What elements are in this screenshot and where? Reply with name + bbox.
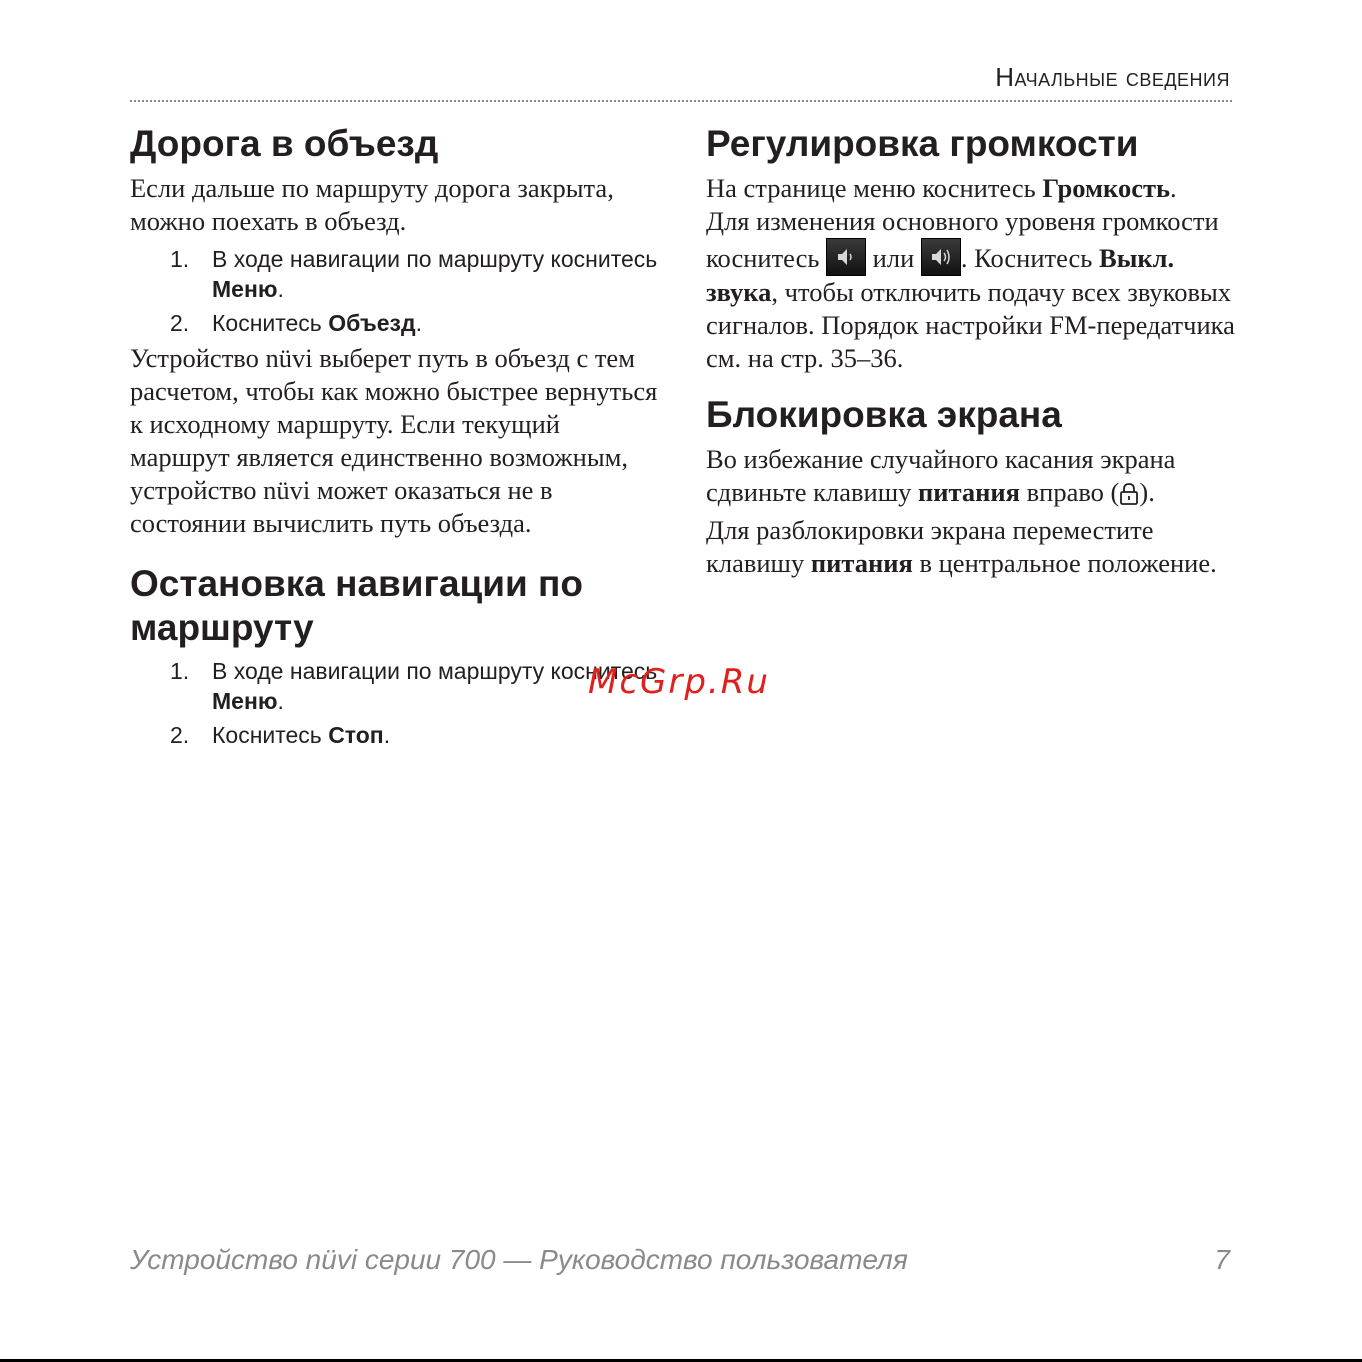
volume-text: или — [866, 243, 921, 273]
lock-text: в центральное положение. — [912, 548, 1217, 578]
volume-text: На странице меню коснитесь — [706, 173, 1043, 203]
step-number: 1. — [170, 658, 190, 684]
lock-text: Для разблокировки экрана переместите клавишу — [706, 515, 1154, 578]
list-item — [130, 656, 660, 716]
volume-line2 — [706, 205, 1236, 375]
step-bold: Меню — [212, 276, 278, 302]
step-bold: Объезд — [328, 310, 416, 336]
lock-line1 — [706, 443, 1236, 514]
step-bold: Меню — [212, 688, 278, 714]
step-number: 2. — [170, 722, 190, 748]
lock-icon — [1119, 481, 1139, 514]
lock-heading: Блокировка экрана — [706, 394, 1062, 435]
left-column — [130, 122, 660, 754]
step-number: 1. — [170, 246, 190, 272]
stop-heading: Остановка навигации по маршруту — [130, 563, 583, 648]
detour-intro: Если дальше по маршруту дорога закрыта, можно поехать в объезд. — [130, 173, 614, 236]
step-end: . — [383, 722, 391, 748]
detour-heading: Дорога в объезд — [130, 123, 439, 164]
step-bold: Стоп — [328, 722, 384, 748]
volume-text: . — [1170, 173, 1177, 203]
volume-up-icon — [921, 238, 961, 276]
volume-line1 — [706, 172, 1236, 205]
volume-text: . Коснитесь — [960, 243, 1100, 273]
step-end: . — [415, 310, 422, 336]
step-number: 2. — [170, 310, 190, 336]
step-text: В ходе навигации по маршруту коснитесь — [212, 246, 658, 272]
volume-bold: Громкость — [1042, 173, 1170, 203]
lock-line2 — [706, 514, 1236, 580]
lock-text: Во избежание случайного касания экрана сдвиньте клавишу — [706, 444, 1176, 507]
volume-down-icon — [826, 238, 866, 276]
volume-bold: Выкл. звука — [706, 243, 1175, 307]
step-text: Коснитесь — [212, 722, 329, 748]
volume-heading: Регулировка громкости — [706, 123, 1139, 164]
footer-title: Устройство nüvi серии 700 — Руководство пользователя — [130, 1244, 908, 1275]
watermark-link[interactable]: McGrp.Ru — [588, 662, 770, 702]
volume-text: , чтобы отключить подачу всех звуковых сигналов. Порядок настройки FM-передатчика см. на стр. 35–36. — [706, 277, 1235, 373]
volume-text: Для изменения основного уровеня громкости коснитесь — [706, 206, 1219, 273]
list-item — [130, 244, 660, 304]
detour-steps — [130, 244, 660, 338]
lock-bold: питания — [918, 477, 1021, 507]
lock-bold: питания — [810, 548, 913, 578]
step-end: . — [277, 688, 284, 714]
lock-text: ). — [1139, 477, 1155, 507]
right-column — [706, 122, 1236, 580]
stop-steps — [130, 656, 660, 750]
header-divider — [130, 100, 1232, 102]
step-text: Коснитесь — [212, 310, 329, 336]
step-end: . — [277, 276, 284, 302]
lock-text: вправо ( — [1020, 477, 1120, 507]
detour-body: Устройство nüvi выберет путь в объезд с тем расчетом, чтобы как можно быстрее вернуться к исходному маршруту. Если текущий маршрут является единственно возможным, устройство nüvi может оказаться не в состоянии вычислить путь объезда. — [130, 343, 658, 538]
running-header: Начальные сведения — [995, 62, 1230, 92]
list-item — [130, 720, 660, 750]
page-number: 7 — [1214, 1244, 1230, 1275]
step-text: В ходе навигации по маршруту коснитесь — [212, 658, 658, 684]
list-item — [130, 308, 660, 338]
